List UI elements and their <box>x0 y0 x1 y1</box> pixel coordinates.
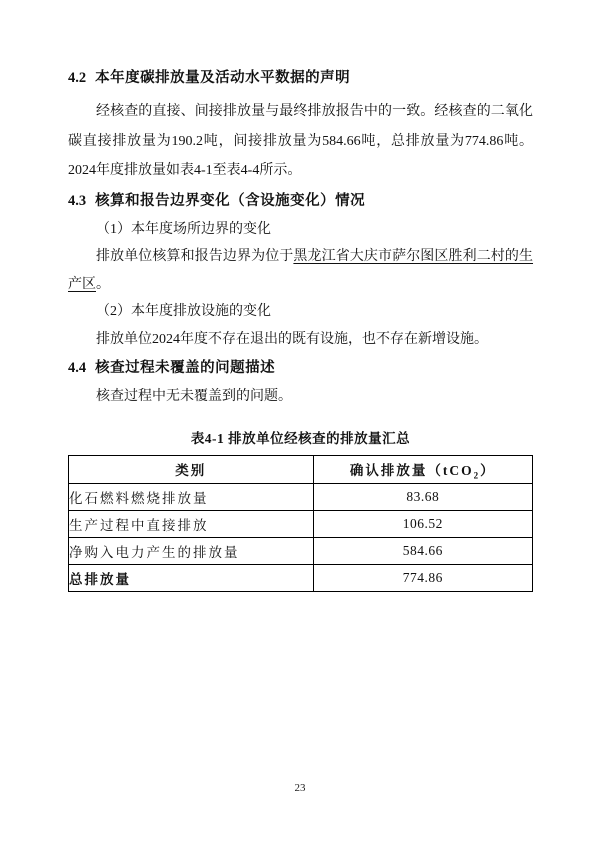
section-4-2-heading <box>68 70 533 87</box>
section-4-3-title: 核算和报告边界变化（含设施变化）情况 <box>95 192 366 209</box>
section-4-4-paragraph: 核查过程中无未覆盖到的问题。 <box>96 389 292 404</box>
table-row-total <box>69 564 533 591</box>
section-4-3-item-2-text: 排放单位2024年度不存在退出的既有设施，也不存在新增设施。 <box>96 331 488 347</box>
amount-header-close-paren: ） <box>480 463 496 478</box>
table-row <box>69 537 533 564</box>
category-cell: 净购入电力产生的排放量 <box>69 537 314 564</box>
amount-column-header <box>313 455 532 483</box>
item-1-text-prefix: 排放单位核算和报告边界为位于 <box>96 249 294 264</box>
table-row <box>69 483 533 510</box>
section-4-3-item-1-heading: （1）本年度场所边界的变化 <box>96 221 271 237</box>
page-number: 23 <box>294 782 306 794</box>
table-row <box>69 510 533 537</box>
category-column-header: 类别 <box>69 455 314 483</box>
section-4-4-title: 核查过程未覆盖的问题描述 <box>95 360 276 376</box>
co2-subscript: 2 <box>473 470 481 481</box>
section-4-3-heading <box>68 193 533 210</box>
section-4-2-number: 4.2 <box>68 70 87 86</box>
category-cell: 总排放量 <box>69 564 314 591</box>
emissions-summary-table <box>68 455 533 592</box>
table-header-row <box>69 455 533 483</box>
value-cell: 83.68 <box>313 483 532 510</box>
amount-header-text: 确认排放量（tCO <box>349 463 474 478</box>
section-4-4-number: 4.4 <box>68 360 87 376</box>
section-4-3-item-1-text <box>68 243 533 298</box>
section-4-2-title: 本年度碳排放量及活动水平数据的声明 <box>95 70 351 86</box>
value-cell: 584.66 <box>313 537 532 564</box>
section-4-4-heading <box>68 360 533 377</box>
value-cell: 774.86 <box>313 564 532 591</box>
underlined-location: 黑龙江省大庆市萨尔图区胜利二村的生产区 <box>68 249 534 292</box>
table-caption: 表4-1 排放单位经核查的排放量汇总 <box>190 430 411 446</box>
category-cell: 生产过程中直接排放 <box>69 510 314 537</box>
section-4-2-paragraph: 经核查的直接、间接排放量与最终排放报告中的一致。经核查的二氧化碳直接排放量为190.2吨，间接排放量为584.66吨，总排放量为774.86吨。2024年度排放量如表4-1至表4-4所示。 <box>68 104 533 178</box>
category-cell: 化石燃料燃烧排放量 <box>69 483 314 510</box>
value-cell: 106.52 <box>313 510 532 537</box>
section-4-3-number: 4.3 <box>68 192 87 209</box>
item-1-text-suffix: 。 <box>96 276 110 292</box>
section-4-3-item-2-heading: （2）本年度排放设施的变化 <box>96 304 271 319</box>
